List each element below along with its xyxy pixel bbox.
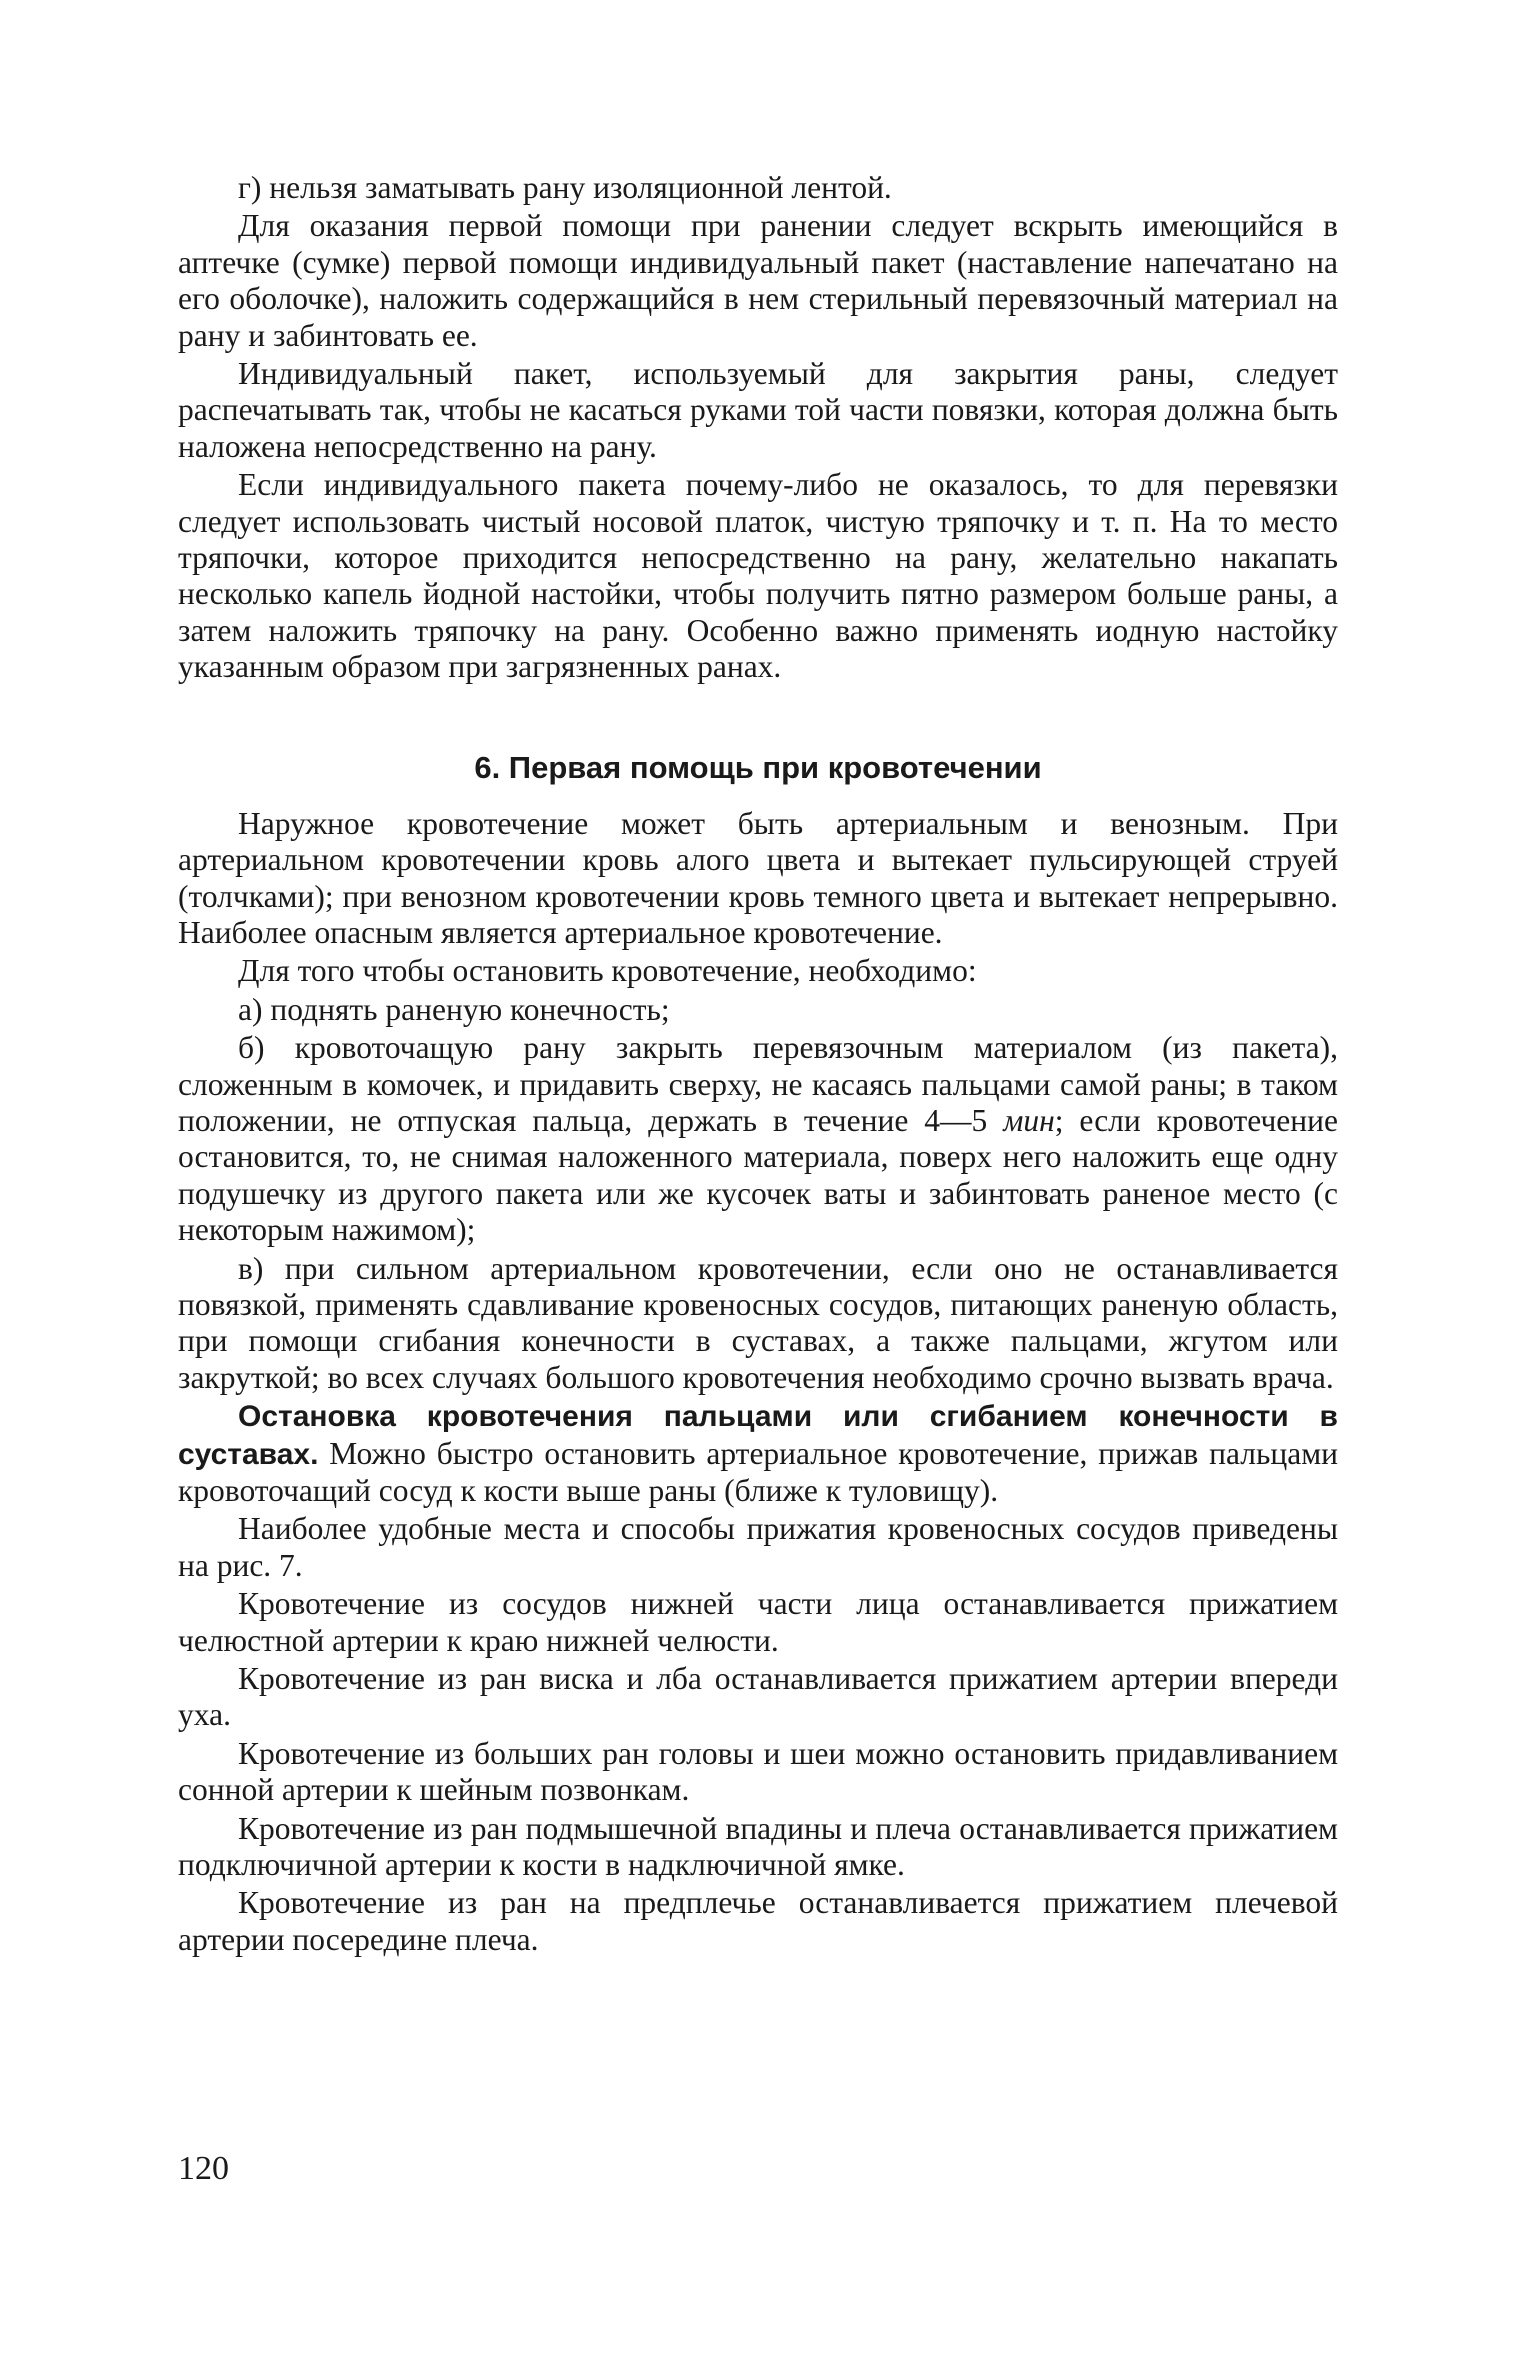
- paragraph: Для того чтобы остановить кровотечение, необходимо:: [238, 953, 977, 989]
- paragraph: Кровотечение из больших ран головы и шеи можно остановить придавливанием сонной артерии к шейным позвонкам.: [178, 1735, 1338, 1808]
- paragraph: Для оказания первой помощи при ранении следует вскрыть имеющийся в аптечке (сумке) первой помощи индивидуальный пакет (наставление напечатано на его оболочке), наложить содержащийся в нем стерильный перевязочный материал на рану и забинтовать ее.: [178, 208, 1338, 353]
- item-b-text-rest: ; если кровотечение остановится, то, не снимая наложенного материала, поверх него наложить еще одну подушечку из другого пакета или же кусочек ваты и забинтовать раненое место (с некоторым нажимом);: [178, 1102, 1338, 1248]
- paragraph: Если индивидуального пакета почему-либо не оказалось, то для перевязки следует использовать чистый носовой платок, чистую тряпочку и т. п. На то место тряпочки, которое приходится непосредственно на рану, желательно накапать несколько капель йодной настойки, чтобы получить пятно размером больше раны, а затем наложить тряпочку на рану. Особенно важно применять иодную настойку указанным образом при загрязненных ранах.: [178, 467, 1338, 685]
- item-b-unit: мин: [1003, 1102, 1055, 1138]
- section-heading: 6. Первая помощь при кровотечении: [474, 749, 1042, 785]
- paragraph: Наружное кровотечение может быть артериальным и венозным. При артериальном кровотечении кровь алого цвета и вытекает пульсирующей струей (толчками); при венозном кровотечении кровь темного цвета и вытекает непрерывно. Наиболее опасным является артериальное кровотечение.: [178, 805, 1338, 950]
- paragraph: г) нельзя заматывать рану изоляционной лентой.: [238, 170, 892, 205]
- list-item: в) при сильном артериальном кровотечении, если оно не останавливается повязкой, применять сдавливание кровеносных сосудов, питающих раненую область, при помощи сгибания конечности в суставах, а также пальцами, жгутом или закруткой; во всех случаях большого кровотечения необходимо срочно вызвать врача.: [178, 1250, 1338, 1395]
- page-number: 120: [178, 2150, 229, 2187]
- paragraph: Наиболее удобные места и способы прижатия кровеносных сосудов приведены на рис. 7.: [178, 1511, 1338, 1583]
- run-in-heading: Остановка кровотечения пальцами или сгибанием конечности в суставах.: [178, 1400, 1338, 1471]
- paragraph: Кровотечение из ран виска и лба останавливается прижатием артерии впереди уха.: [178, 1661, 1338, 1733]
- paragraph: [178, 1398, 1338, 1509]
- paragraph: Кровотечение из ран подмышечной впадины и плеча останавливается прижатием подключичной артерии к кости в надключичной ямке.: [178, 1810, 1338, 1883]
- page-body: [178, 170, 1338, 1958]
- item-b-text: б) кровоточащую рану закрыть перевязочным материалом (из пакета), сложенным в комочек, и придавить сверху, не касаясь пальцами самой раны; в таком положении, не отпуская пальца, держать в течение 4—5: [178, 1030, 1338, 1138]
- list-item: [178, 1030, 1338, 1248]
- list-item: а) поднять раненую конечность;: [238, 991, 670, 1027]
- paragraph: Кровотечение из сосудов нижней части лица останавливается прижатием челюстной артерии к краю нижней челюсти.: [178, 1586, 1338, 1658]
- paragraph: Индивидуальный пакет, используемый для закрытия раны, следует распечатывать так, чтобы не касаться руками той части повязки, которая должна быть наложена непосредственно на рану.: [178, 356, 1338, 464]
- paragraph-text: Можно быстро остановить артериальное кровотечение, прижав пальцами кровоточащий сосуд к кости выше раны (ближе к туловищу).: [178, 1435, 1338, 1508]
- paragraph: Кровотечение из ран на предплечье останавливается прижатием плечевой артерии посередине плеча.: [178, 1885, 1338, 1957]
